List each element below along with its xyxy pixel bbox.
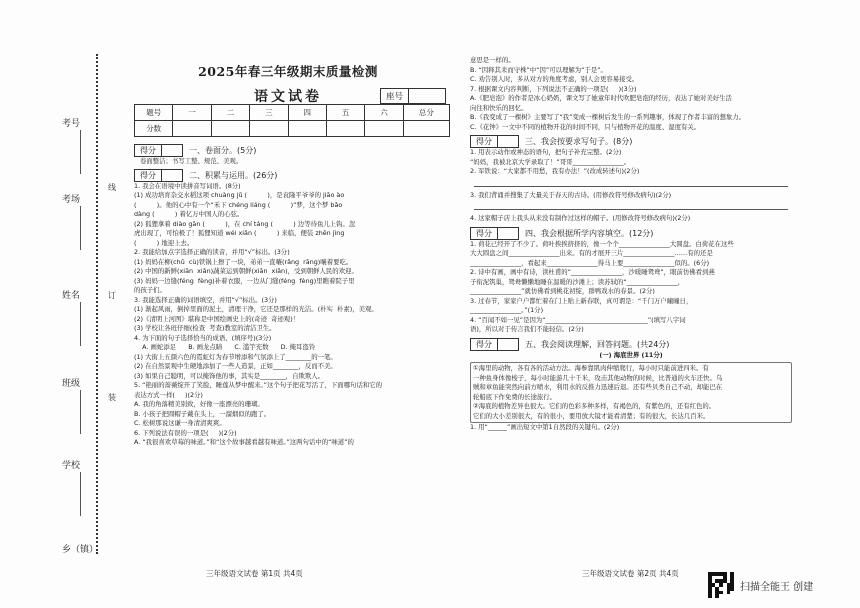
question-line [474,177,788,187]
question-line: (2) 狐狸拿着 diào gān ( )，在 chí táng ( ) 边等待鱼儿上钩。忽 [134,219,356,228]
scanner-label: 扫描全能王 创建 [740,581,814,593]
question-line: 语)，所以对于传言我们不能轻信。(2分) [470,325,584,333]
score-input-cell[interactable] [288,121,326,137]
page-one [126,56,450,578]
binding-label-kaohao: 考号 [62,119,81,129]
question-line: 2. 诗中有画，画中有诗，读杜甫的“________________，沙暖睡鸳鸯”，眼前仿佛看到燕 [470,268,715,276]
reading-passage [470,362,792,423]
question-line: 虎出现了，可怕极了！狐狸知道 wéi xiǎn ( ) 来临，便装 zhēn jìng [134,229,345,237]
qr-module [730,594,734,598]
question-line: (1) 大街上五颜六色的霓虹灯为春节增添和气氛添上了________的一笔。 [134,352,337,361]
binding-write-line [80,472,81,516]
question-line: 1. 荷花已经开了不少了。荷叶挨挨挤挤的，像一个个________________大圆盘。白荷花在这些 [470,239,734,248]
defen-box [470,135,519,148]
question-line: B. 小孩子把圆帽子戴在头上，一溜烟似的跑了。 [134,409,271,418]
question-line: A. “我很喜欢草莓的味道。”和“这个故事越看越有味道。”这两句话中的“味道”的 [134,438,354,446]
passage-title: (一) 海底世界 (11分) [599,350,663,359]
binding-write-line [80,130,81,174]
question-line: 的孩子们。 [134,286,166,294]
score-input-cell[interactable] [173,121,211,137]
question-line: (2)《清明上河图》堪称是中国绘画史上的(奇迹 奇迹观)！ [134,314,300,323]
defen-label: 得分 [140,170,156,180]
question-line: A. 我的角落精美别致，好像一座漂亮的珊瑚。 [134,400,264,408]
defen-label: 得分 [140,146,156,155]
question-list [470,148,792,224]
question-line: dàng ( ) 着亿万中国人的心弦。 [134,210,244,218]
score-table-value-row [135,121,450,137]
question-line: C. 劝告别人时，多从对方的角度考虑，别人会更容易接受。 [470,75,639,83]
section-header [134,169,450,182]
question-line: 大大圆盘之间________________出来。有的才展开三片________________……有的还是 [470,249,713,257]
question-line: A. 画蛇添足 B. 画龙点睛 C. 滥竽充数 D. 掩耳盗铃 [134,343,316,351]
section-title: 二、积累与运用。(26分) [189,170,278,180]
question-line: B. “因释其耒而守株”中“因”可以理解为“于是”。 [470,65,607,74]
question-line: (2) 中国的新鲜(xiān xiǎn)蔬菜运到朝鲜(xiān xiǎn)，受到朝鲜人民的欢迎。 [134,267,358,275]
question-line: 5. “艳丽的蔷薇绽开了笑脸，睡莲从梦中醒来。”这个句子把花写活了，下面哪句话和它的 [134,381,383,389]
defen-input[interactable] [161,170,182,181]
question-line: (3) 如果自己聪明，可以掩饰他的事，其实是________，自欺欺人。 [134,371,325,380]
page-footer: 三年级语文试卷 第1页 共4页 [206,569,303,578]
defen-label: 得分 [476,137,492,146]
question-line: (1) 渐起风雨，倒掉里面的泥土，清理干净，它还是那样的光洁。(朴实 朴素)，美观。 [134,305,378,313]
question-line: ________________。”(1分) [470,306,544,314]
question-line: C. 松树那说这谦一身清清爽爽。 [134,419,226,427]
section-title: 一、卷面分。(5分) [189,146,257,155]
question-line: 表达方式一样( )(2分) [134,390,203,399]
question-line: (3) 妈妈一边缝(féng fèng)补着衣服，一边从门缝(féng fèng)里瞧着院子里 [134,276,355,285]
section-header [470,227,792,240]
question-line: 4. 这家帽子店上我头从来没有制作过这样的帽子。(用修改符号修改病句)(2分) [470,214,691,222]
seat-input[interactable] [409,89,445,103]
question-line: (1) 妈妈在柳(chǔ cù)铁锅上擦了一块，弟弟一直嚷(rǎng rāng)嚷着要吃。 [134,257,353,266]
question-line: 1. 用表示动作或神态的语句，把句子补充完整。(2分) [470,148,622,156]
score-cell: 总分 [403,105,449,121]
question-line: “妈妈，我被北京大学录取了！”哥哥________________。 [470,157,630,166]
binding-label-town: 乡（镇） [62,545,99,555]
question-line: 4. “百闻不如一见”是因为“________________________________”(填写八字词 [470,315,686,324]
section-header [134,144,450,157]
binding-mark-ding: 订 [108,291,116,300]
question-line: (3) 学校让各班仔细(检查 考查)教室的清洁卫生。 [134,324,276,332]
question-list [470,56,792,132]
question-line: A.《肥皂泡》的作者是冰心奶奶，课文写了她童年时代吹肥皂泡的经历，表达了她对美好生活 [470,94,732,102]
section-header [470,135,792,148]
question-line: 意思是一样的。 [470,56,515,64]
question-line: ①海里的动物，各有各的活动方法。海参靠肌肉伸缩爬行，每小时只能前进四米。有 [473,364,709,372]
question-line: (1) 成功培育杂交水稻这项 chuàng jǔ ( )，是袁隆平爷爷的 jiāo ào [134,191,345,199]
seat-number-box [380,88,446,104]
binding-label-kaochang: 考场 [62,195,81,205]
question-line: 3. 我们背诵并搜集了大量关于春天的古诗。(用修改符号修改病句)(2分) [470,190,672,199]
question-line: 一种鱼身体像梭子，每小时能游几十千米，攻击其他动物的时候，比普通的火车还快。乌 [473,373,723,382]
binding-mark-zhuang: 装 [108,393,116,402]
question-line: ( )。他的心中有一个“禾下 chéng liáng ( )”梦，这个梦 bǎo [134,200,343,209]
score-cell: 六 [365,105,403,121]
binding-mark-xian: 线 [108,183,116,192]
question-line [474,200,788,210]
question-list [134,182,450,448]
question-line: 它们的大小差别很大，有的很小，要用放大镜才能看清楚；有的很大，长达几百米。 [473,411,710,420]
question-line: 3. 我能选择正确的词语填空，并用“√”标出。(3分) [134,295,277,304]
defen-box [470,227,519,240]
binding-write-line [80,206,81,250]
question-line: C.《花钟》一文中不同的植物开花的时间不同，只与植物开花的温度、湿度有关。 [470,122,701,131]
binding-label-name: 姓名 [62,291,81,301]
question-list [470,240,792,335]
seat-label: 座号 [381,89,409,103]
question-line: 2. 我能给加点字选择正确的读音，并用“√”标出。(3分) [134,248,290,256]
defen-box [134,144,183,157]
binding-margin [22,50,122,570]
exam-subtitle: 语文试卷 [254,89,322,105]
score-input-cell[interactable] [326,121,364,137]
defen-label: 得分 [476,228,492,238]
question-line: ________________”就仿佛看到桃花初绽，群鸭戏水的春景。(2分) [470,287,655,295]
page-one-body [134,142,450,448]
score-cell: 五 [326,105,364,121]
qr-code-icon [708,572,734,598]
score-table-header-row [135,105,450,121]
score-input-cell[interactable] [403,121,449,137]
score-cell: 三 [250,105,288,121]
scanner-watermark [708,572,813,598]
binding-write-line [80,390,81,434]
defen-input[interactable] [497,228,518,239]
defen-input[interactable] [497,136,518,147]
section-title: 三、我会按要求写句子。(8分) [525,137,633,146]
question-line: 子衔泥筑巢，鸳鸯懒懒地睡在温暖的沙滩上；读苏轼的“________________， [470,277,685,286]
question-line: 2. 军铁说：“大家都不用愁，我有办法！”(改成转述句)(2分) [470,167,640,175]
question-line: 贼和章鱼能突然向前方喷水，利用水的反推力迅速后退。还有些贝类自己不动，却能巴在 [473,383,723,391]
binding-label-class: 班级 [62,379,81,389]
question-line: ( ) 地迎上去。 [134,238,194,247]
question-line: 1. 用“______”画出短文中第1自然段的关键句。(2分) [470,423,620,431]
question-line: ②海底的植物差异也很大。它们的色彩多种多样，有褐色的，有紫色的，还有红色的。 [473,402,716,410]
defen-input[interactable] [161,145,182,156]
defen-input[interactable] [497,339,518,350]
question-line: B.《我变成了一棵树》主要写了“我”变成一棵树后发生的一系列趣事，体现了作者丰富的想象力。 [470,113,746,121]
defen-box [134,169,183,182]
question-line: 向往和快乐的回忆。 [470,103,528,112]
section-title: 五、我会阅读理解，回答问题。(共24分) [525,339,670,349]
score-cell: 题号 [135,105,173,121]
score-input-cell[interactable] [211,121,249,137]
question-line: 轮船底下作免费的长途旅行。 [473,392,557,401]
question-line: (2) 在自然景观中生硬地添加了一些人造景，正如________，反而不美。 [134,362,337,370]
page-two [470,56,792,578]
score-cell: 四 [288,105,326,121]
question-line: 3. 过春节，家家户户都忙着在门上贴上新春联，真可谓是：“千门万户曈曈日， [470,296,693,305]
score-input-cell[interactable] [250,121,288,137]
score-input-cell[interactable] [365,121,403,137]
score-cell: 二 [211,105,249,121]
defen-box [470,338,519,351]
binding-label-school: 学校 [62,461,81,471]
question-line: 4. 为下面的句子选择恰当的成语、(填序号)(3分) [134,333,272,342]
question-line: ________________，看起来________________得马上要________________似的。(6分) [470,258,710,267]
score-cell: 一 [173,105,211,121]
score-cell: 分数 [135,121,173,137]
defen-label: 得分 [476,339,492,349]
section-title: 四、我会根据所学内容填空。(12分) [525,228,654,238]
question-line: 1. 我会在语境中读拼音写词语。(8分) [134,181,241,190]
question-line: 6. 下列说法有误的一项是( )(2分) [134,428,237,437]
score-table [134,104,450,137]
question-line: 7. 根据课文内容判断，下列说法不正确的一项是( )(3分) [470,84,637,93]
binding-dotted-line [96,54,98,554]
binding-write-line [80,302,81,346]
page-footer: 三年级语文试卷 第2页 共4页 [582,569,679,578]
section-header [470,338,792,351]
exam-title: 2025年春三年级期末质量检测 [198,64,378,79]
section-text: 卷面整洁；书写工整、规范、美观。 [140,157,243,165]
